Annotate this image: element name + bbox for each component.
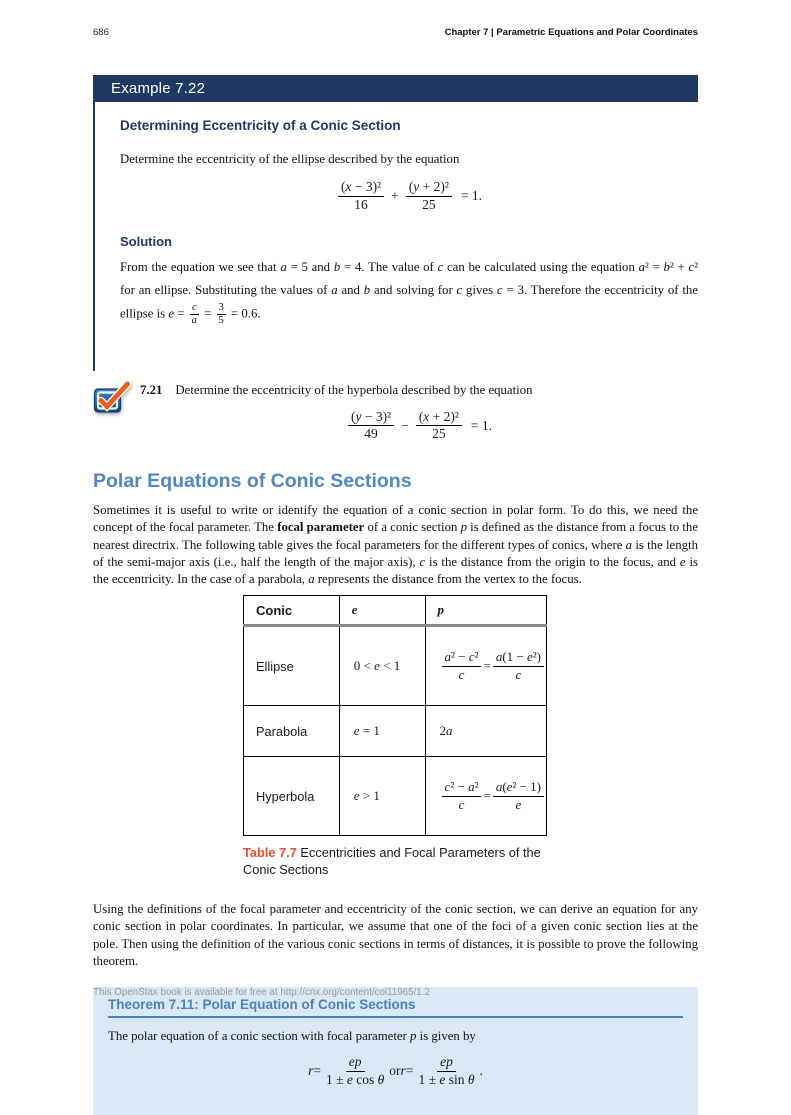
after-table-paragraph: Using the definitions of the focal parameter and eccentricity of the conic section, we can derive an equation for any conic section in polar coordinates. In particular, we assume that one of the foci of a given conic section lies at the pole. Then using the definition of the various conic sections in terms of distances, it is possible to prove the following theorem. xyxy=(93,902,698,968)
fraction: $\frac{\text{c² − a²}}{c}$ xyxy=(442,779,482,813)
example-equation xyxy=(120,179,698,214)
fraction: $\frac{\text{a(e² − 1)}}{e}$ xyxy=(493,779,544,813)
fraction: $\frac{\text{a(1 − e²)}}{c}$ xyxy=(493,649,544,683)
example-title: Determining Eccentricity of a Conic Section xyxy=(120,118,401,133)
table-row xyxy=(244,706,547,757)
theorem-title: Theorem 7.11: Polar Equation of Conic Sections xyxy=(108,997,683,1018)
solution-paragraph: From the equation we see that a = 5 and b = 4. The value of c can be calculated using the equation a² = b² + c² for an ellipse. Substituting the values of a and b and solving for c gives c = 3. Therefore the eccentricity of the ellipse is e = $\frac{c}{a}$ = $\frac{3}{5}$ = 0.6. xyxy=(120,259,699,326)
cell-p: 2a xyxy=(425,706,546,757)
checkpoint-text: 7.21 Determine the eccentricity of the hyperbola described by the equation xyxy=(140,382,533,397)
table-caption: Table 7.7 Eccentricities and Focal Parameters of the Conic Sections xyxy=(243,845,541,877)
theorem-intro: The polar equation of a conic section with focal parameter p is given by xyxy=(108,1028,476,1043)
chapter-header: Chapter 7 | Parametric Equations and Polar Coordinates xyxy=(444,27,698,38)
checkpoint-equation xyxy=(140,409,698,444)
example-body xyxy=(93,102,698,371)
cell-p: $\frac{\text{c² − a²}}{c}$ = $\frac{\text{a(e² − 1)}}{e}$ xyxy=(425,757,546,836)
cell-e: e = 1 xyxy=(339,706,425,757)
footer-note: This OpenStax book is available for free at http://cnx.org/content/col11965/1.2 xyxy=(93,987,430,998)
theorem-equation: r = $\frac{ep}{\text{1 ± e cos θ}}$ or r = $\frac{ep}{\text{1 ± e sin θ}}$ . xyxy=(308,1053,483,1087)
conics-table-wrapper xyxy=(243,595,547,878)
page-number: 686 xyxy=(93,27,109,38)
checkpoint-number: 7.21 xyxy=(140,382,163,397)
example-banner-label: Example 7.22 xyxy=(111,80,206,97)
cell-conic: Hyperbola xyxy=(244,757,340,836)
table-row xyxy=(244,757,547,836)
column-header-conic: Conic xyxy=(244,596,340,626)
equals-one: = 1. xyxy=(470,417,493,433)
equals-one: = 1. xyxy=(460,188,483,204)
cell-p: $\frac{\text{a² − c²}}{c}$ = $\frac{\text{a(1 − e²)}}{c}$ xyxy=(425,626,546,706)
cell-conic: Parabola xyxy=(244,706,340,757)
example-intro: Determine the eccentricity of the ellipse described by the equation xyxy=(120,152,460,166)
page-header xyxy=(93,0,698,38)
column-header-p: p xyxy=(425,596,546,626)
conics-table xyxy=(243,595,547,836)
table-row xyxy=(244,626,547,706)
table-caption-label: Table 7.7 xyxy=(243,845,297,861)
checkpoint-body xyxy=(140,379,698,443)
cell-conic: Ellipse xyxy=(244,626,340,706)
theorem-box xyxy=(93,987,698,1115)
fraction: $\frac{\text{(x − 3)²}}{16}$ xyxy=(338,179,384,214)
inline-fraction: $\frac{3}{5}$ xyxy=(218,301,224,326)
inline-fraction: $\frac{c}{a}$ xyxy=(191,301,197,326)
table-header-row xyxy=(244,596,547,626)
cell-e: e > 1 xyxy=(339,757,425,836)
fraction: $\frac{\text{(x + 2)²}}{25}$ xyxy=(416,409,462,444)
checkpoint xyxy=(93,379,698,443)
solution-label: Solution xyxy=(120,233,172,249)
section-paragraph: Sometimes it is useful to write or identify the equation of a conic section in polar form. To do this, we need the concept of the focal parameter. The focal parameter of a conic section p is defined as the distance from a focus to the nearest directrix. The following table gives the focal parameters for the different types of conics, where a is the length of the semi-major axis (i.e., half the length of the major axis), c is the distance from the origin to the focus, and e is the eccentricity. In the case of a parabola, a represents the distance from the vertex to the focus. xyxy=(93,503,699,586)
checkpoint-checkbox-icon xyxy=(93,379,131,443)
focal-parameter-term: focal parameter xyxy=(277,520,365,535)
fraction: $\frac{\text{a² − c²}}{c}$ xyxy=(442,649,482,683)
fraction: $\frac{\text{(y − 3)²}}{49}$ xyxy=(348,409,394,444)
cell-e: 0 < e < 1 xyxy=(339,626,425,706)
fraction: $\frac{ep}{\text{1 ± e cos θ}}$ xyxy=(325,1053,385,1087)
column-header-e: e xyxy=(339,596,425,626)
minus-operator: − xyxy=(401,417,409,433)
section-title: Polar Equations of Conic Sections xyxy=(93,470,412,493)
fraction: $\frac{ep}{\text{1 ± e sin θ}}$ xyxy=(418,1053,475,1087)
plus-operator: + xyxy=(391,188,399,204)
example-block xyxy=(93,75,698,371)
example-banner xyxy=(93,75,698,102)
fraction: $\frac{\text{(y + 2)²}}{25}$ xyxy=(406,179,452,214)
